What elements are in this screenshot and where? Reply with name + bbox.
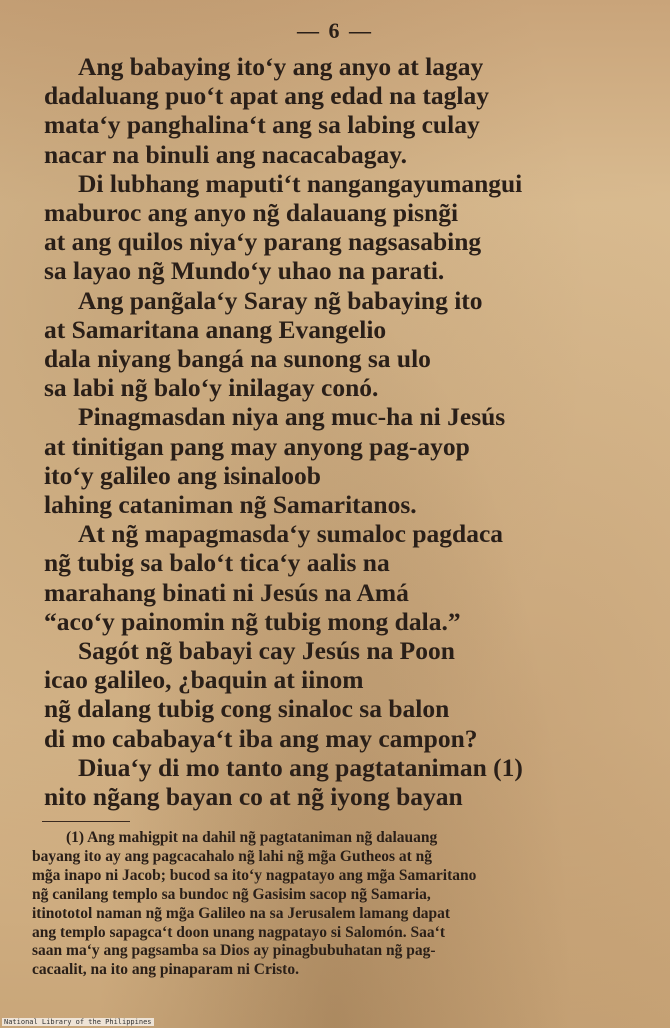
- footnote-line: bayang ito ay ang pagcacahalo ng̃ lahi ng̃ mg̃a Gutheos at ng̃: [32, 847, 433, 865]
- footnote-line: (1) Ang mahigpit na dahil ng̃ pagtataniman ng̃ dalauang: [66, 829, 438, 846]
- verse-line: Diua‘y di mo tanto ang pagtataniman (1): [78, 752, 523, 782]
- verse-line: di mo cababaya‘t iba ang may campon?: [44, 723, 478, 753]
- verse-line: maburoc ang anyo ng̃ dalauang pisng̃i: [44, 198, 459, 228]
- footnote: [32, 829, 632, 980]
- verse-line: dala niyang bangá na sunong sa ulo: [44, 344, 431, 374]
- verse-line: nacar na binuli ang nacacabagay.: [44, 139, 407, 169]
- verse-line: icao galileo, ¿baquin at iinom: [44, 665, 364, 695]
- footnote-line: cacaalit, na ito ang pinaparam ni Cristo.: [32, 961, 299, 979]
- library-credit: National Library of the Philippines: [4, 1018, 152, 1026]
- footnote-line: saan ma‘y ang pagsamba sa Dios ay pinagbubuhatan ng̃ pag-: [32, 942, 436, 960]
- verse-line: Pinagmasdan niya ang muc-ha ni Jesús: [78, 402, 506, 432]
- verse-line: Ang pang̃ala‘y Saray ng̃ babaying ito: [78, 285, 483, 315]
- verse-line: ng̃ dalang tubig cong sinaloc sa balon: [44, 694, 450, 724]
- verse-line: At ng̃ mapagmasda‘y sumaloc pagdaca: [78, 519, 504, 549]
- verse-line: nito ng̃ang bayan co at ng̃ iyong bayan: [44, 782, 463, 812]
- verse-line: sa labi ng̃ balo‘y inilagay conó.: [44, 373, 379, 403]
- verse-line: at ang quilos niya‘y parang nagsasabing: [44, 227, 482, 257]
- footnote-line: itinototol naman ng̃ mg̃a Galileo na sa Jerusalem lamang dapat: [32, 904, 451, 922]
- footnote-line: mg̃a inapo ni Jacob; bucod sa ito‘y nagpatayo ang mg̃a Samaritano: [32, 866, 477, 884]
- verse-line: dadaluang puo‘t apat ang edad na taglay: [44, 81, 489, 111]
- verse-line: Sagót ng̃ babayi cay Jesús na Poon: [78, 636, 455, 666]
- footnote-line: ng̃ canilang templo sa bundoc ng̃ Gasisim sacop ng̃ Samaria,: [32, 885, 431, 903]
- footnote-line: ang templo sapagca‘t doon unang nagpatayo si Salomón. Saa‘t: [32, 923, 445, 941]
- verse-line: Ang babaying ito‘y ang anyo at lagay: [78, 52, 484, 81]
- verse-line: “aco‘y painomin ng̃ tubig mong dala.”: [44, 606, 461, 636]
- page-number: — 6 —: [297, 18, 373, 43]
- verse-line: ito‘y galileo ang isinaloob: [44, 460, 321, 490]
- verse-line: sa layao ng̃ Mundo‘y uhao na parati.: [44, 256, 445, 286]
- verse-line: at tinitigan pang may anyong pag-ayop: [44, 431, 470, 461]
- verse-line: ng̃ tubig sa balo‘t tica‘y aalis na: [44, 548, 390, 578]
- footnote-rule: [42, 821, 130, 822]
- verse-body: [44, 52, 644, 811]
- verse-line: lahing cataniman ng̃ Samaritanos.: [44, 490, 417, 520]
- verse-line: mata‘y panghalina‘t ang sa labing culay: [44, 110, 480, 140]
- verse-line: Di lubhang maputi‘t nangangayumangui: [78, 168, 523, 198]
- verse-line: marahang binati ni Jesús na Amá: [44, 577, 409, 607]
- verse-line: at Samaritana anang Evangelio: [44, 314, 387, 344]
